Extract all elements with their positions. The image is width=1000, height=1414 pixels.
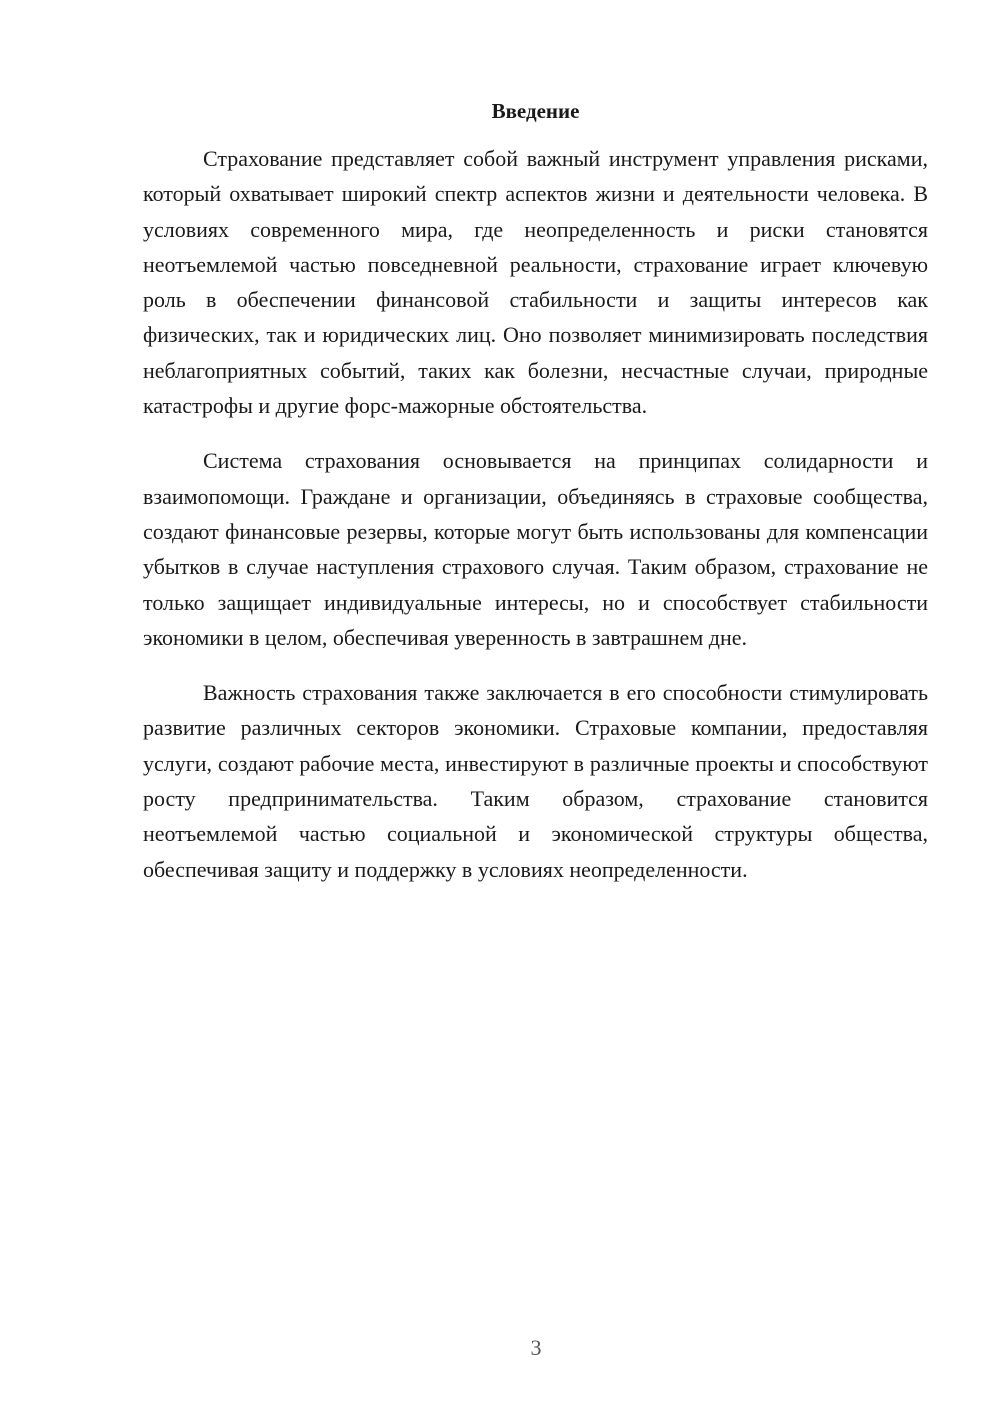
paragraph-1: Страхование представляет собой важный инструмент управления рисками, который охватывает широкий спектр аспектов жизни и деятельности человека. В условиях современного мира, где неопределенность и риски становятся неотъемлемой частью повседневной реальности, страхование играет ключевую роль в обеспечении финансовой стабильности и защиты интересов как физических, так и юридических лиц. Оно позволяет минимизировать последствия неблагоприятных событий, таких как болезни, несчастные случаи, природные катастрофы и другие форс-мажорные обстоятельства.: [143, 146, 928, 419]
document-body: [143, 141, 928, 907]
page-title: Введение: [491, 99, 580, 123]
paragraph-3: Важность страхования также заключается в его способности стимулировать развитие различных секторов экономики. Страховые компании, предоставляя услуги, создают рабочие места, инвестируют в различные проекты и способствуют росту предпринимательства. Таким образом, страхование становится неотъемлемой частью социальной и экономической структуры общества, обеспечивая защиту и поддержку в условиях неопределенности.: [143, 680, 928, 882]
paragraph-2: Система страхования основывается на принципах солидарности и взаимопомощи. Граждане и организации, объединяясь в страховые сообщества, создают финансовые резервы, которые могут быть использованы для компенсации убытков в случае наступления страхового случая. Таким образом, страхование не только защищает индивидуальные интересы, но и способствует стабильности экономики в целом, обеспечивая уверенность в завтрашнем дне.: [143, 448, 928, 650]
page-number: 3: [530, 1335, 542, 1360]
